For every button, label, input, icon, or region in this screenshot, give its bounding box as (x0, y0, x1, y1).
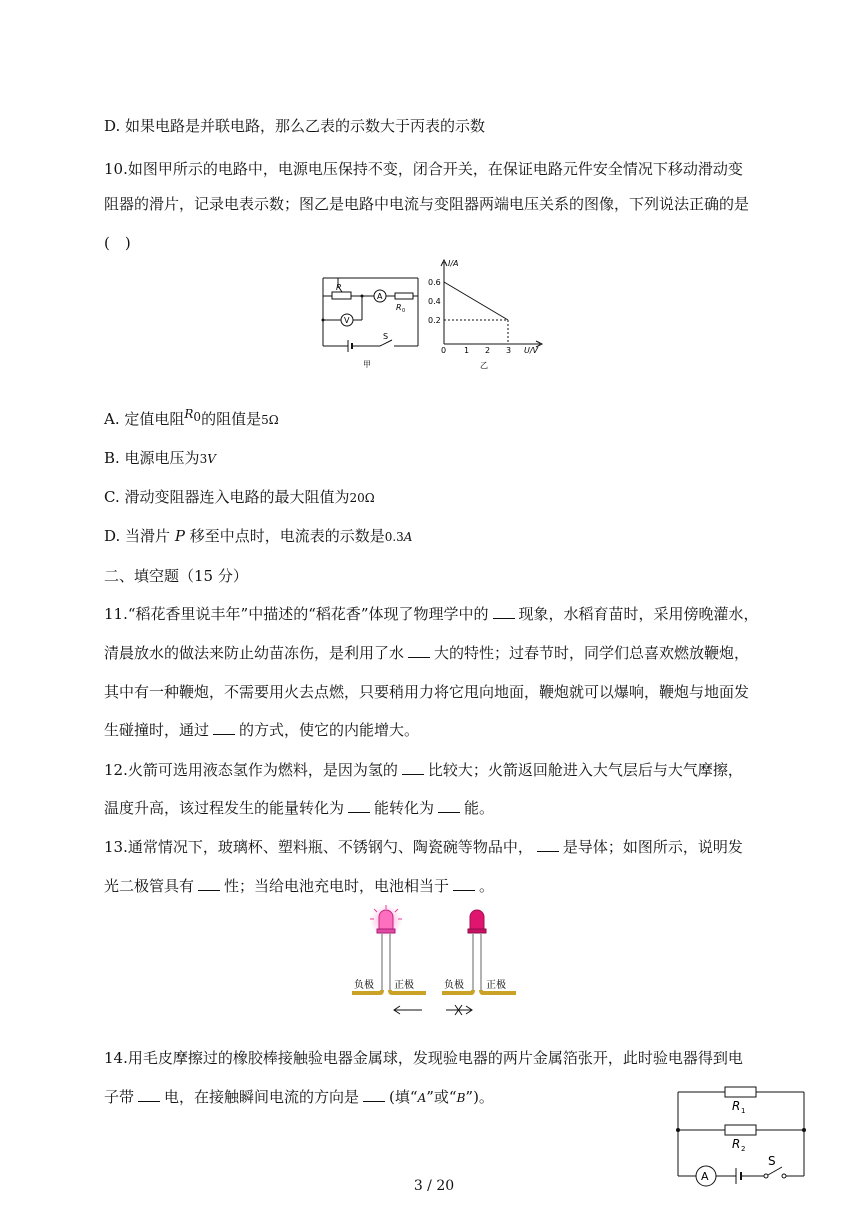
q13-line1: 13.通常情况下，玻璃杯、塑料瓶、不锈钢勺、陶瓷碗等物品中， 是导体；如图所示，说明发 (104, 838, 743, 856)
tick-x-3: 3 (506, 346, 512, 355)
led1-negative-label: 负极 (354, 980, 374, 991)
tick-y-0.2: 0.2 (428, 316, 441, 325)
q12-line1: 12.火箭可选用液态氢作为燃料，是因为氢的 比较大；火箭返回舱进入大气层后与大气摩擦， (104, 761, 743, 779)
q10-line1: 10.如图甲所示的电路中，电源电压保持不变，闭合开关，在保证电路元件安全情况下移动滑动变 (104, 160, 743, 178)
led2-negative-label: 负极 (444, 980, 464, 991)
caption-jia: 甲 (363, 360, 371, 369)
label-r0-sub: 0 (402, 308, 406, 314)
tick-x-1: 1 (464, 346, 470, 355)
q9-option-d: D. 如果电路是并联电路，那么乙表的示数大于丙表的示数 (104, 117, 486, 135)
q10-line3: ( ) (104, 234, 131, 252)
label-r0: R (396, 303, 402, 312)
q12-line2: 温度升高，该过程发生的能量转化为 能转化为 能。 (104, 799, 495, 817)
label-ammeter: A (377, 292, 383, 301)
q10-line2: 阻器的滑片，记录电表示数；图乙是电路中电流与变阻器两端电压关系的图像，下列说法正确的是 (104, 195, 750, 213)
tick-y-0.4: 0.4 (428, 297, 441, 306)
label-r1: R (732, 1099, 741, 1113)
q14-line2: 子带 电，在接触瞬间电流的方向是 (填“A”或“B”)。 (104, 1088, 494, 1106)
tick-x-0: 0 (441, 346, 447, 355)
label-switch-q14: S (768, 1154, 776, 1168)
led2-positive-label: 正极 (486, 980, 506, 991)
q10-option-c: C. 滑动变阻器连入电路的最大阻值为20Ω (104, 488, 375, 506)
q13-line2: 光二极管具有 性；当给电池充电时，电池相当于 。 (104, 877, 495, 895)
led1-positive-label: 正极 (394, 980, 414, 991)
section-2-heading: 二、填空题（15 分） (104, 567, 248, 585)
label-p: P (336, 283, 341, 292)
q11-line2: 清晨放水的做法来防止幼苗冻伤，是利用了水 大的特性；过春节时，同学们总喜欢燃放鞭炮， (104, 644, 750, 662)
no-current-arrow (446, 1005, 472, 1015)
q11-line4: 生碰撞时，通过 的方式，使它的内能增大。 (104, 721, 420, 739)
label-r2: R (732, 1137, 741, 1151)
graph-xlabel: U/V (524, 346, 539, 355)
q10-option-b: B. 电源电压为3V (104, 449, 216, 467)
label-r1-sub: 1 (741, 1107, 746, 1115)
label-voltmeter: V (344, 316, 350, 325)
caption-yi: 乙 (480, 361, 488, 370)
q10-option-d: D. 当滑片 P 移至中点时，电流表的示数是0.3A (104, 527, 413, 545)
circuit-figure-jia (316, 266, 426, 370)
tick-y-0.6: 0.6 (428, 278, 441, 287)
q11-line3: 其中有一种鞭炮，不需要用火去点燃，只要稍用力将它甩向地面，鞭炮就可以爆响，鞭炮与地面发 (104, 683, 750, 701)
q14-line1: 14.用毛皮摩擦过的橡胶棒接触验电器金属球，发现验电器的两片金属箔张开，此时验电器得到电 (104, 1049, 743, 1067)
q11-line1: 11.“稻花香里说丰年”中描述的“稻花香”体现了物理学中的 现象，水稻育苗时，采用傍晚灌水， (104, 605, 759, 623)
tick-x-2: 2 (485, 346, 491, 355)
graph-figure-yi (424, 256, 548, 372)
label-ammeter-q14: A (701, 1170, 709, 1183)
graph-ylabel: I/A (448, 259, 459, 268)
q10-option-a: A. 定值电阻$^{R0}$的阻值是5Ω (104, 407, 279, 428)
q14-circuit-figure (674, 1082, 810, 1190)
label-switch: S (383, 332, 389, 341)
led-figure (350, 905, 520, 1025)
page-number: 3 / 20 (413, 1178, 455, 1194)
label-r2-sub: 2 (741, 1145, 746, 1153)
